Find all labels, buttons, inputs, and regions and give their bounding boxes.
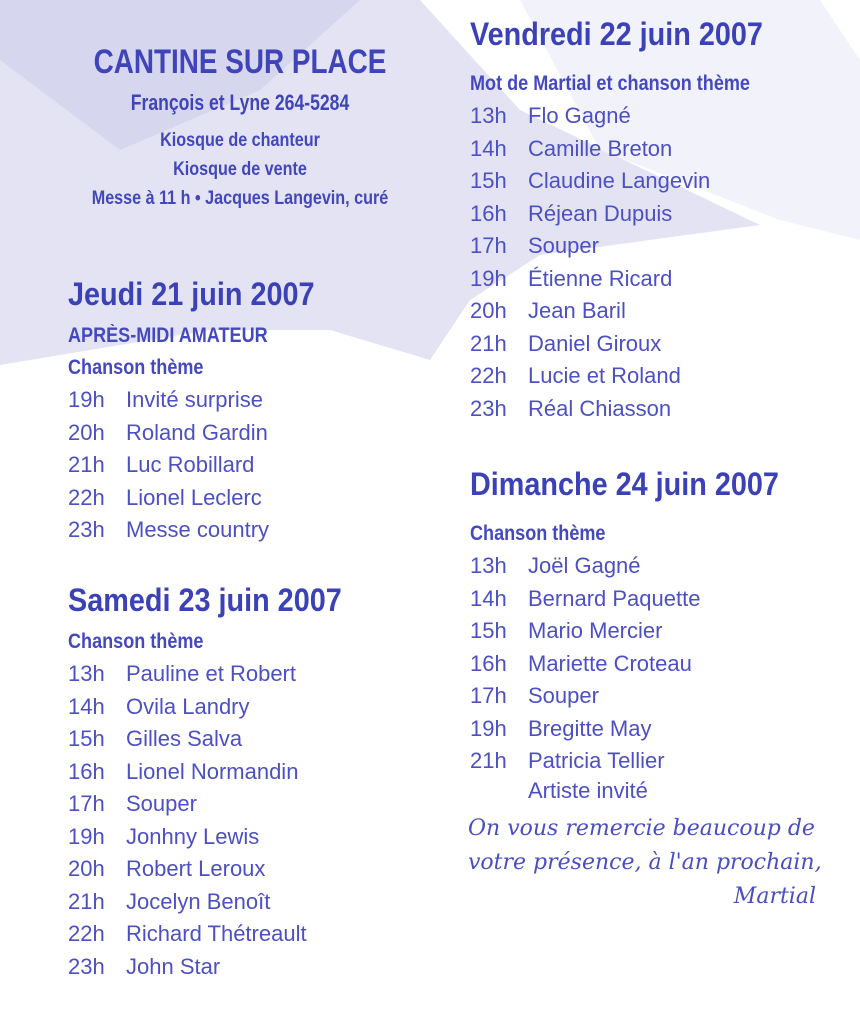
day-section-vendredi [470,14,796,425]
schedule-row: 16h Mariette Croteau [470,650,692,676]
closing-message [468,812,828,914]
schedule-row: 13h Pauline et Robert [68,661,296,686]
schedule-row: 22h Lucie et Roland [470,363,681,388]
cantine-title: CANTINE SUR PLACE [93,43,387,81]
day-section-dimanche [470,464,813,804]
schedule-row: 19h Invité surprise [68,387,263,412]
day-section-jeudi [68,274,342,547]
schedule-row: 19h Bregitte May [470,715,652,741]
day-title: Dimanche 24 juin 2007 [470,466,779,502]
schedule-row: 13h Flo Gagné [470,103,631,128]
schedule-row: 19h Étienne Ricard [470,265,673,291]
day-title: Jeudi 21 juin 2007 [68,276,315,312]
kiosque-vente: Kiosque de vente [173,159,307,180]
schedule-row: 20h Roland Gardin [68,419,268,445]
cantine-info [40,40,440,213]
day-subtitle: Chanson thème [470,522,606,545]
contact-names: François et Lyne [130,90,270,115]
kiosque-chanteur: Kiosque de chanteur [160,130,320,151]
closing-line: votre présence, à l'an prochain, [468,850,822,875]
day-title: Vendredi 22 juin 2007 [470,16,763,52]
schedule-row: 14h Camille Breton [470,135,673,161]
schedule-row: 17h Souper [470,683,599,708]
day-subtitle: Chanson thème [68,356,204,379]
schedule-row: 20h Robert Leroux [68,856,266,881]
messe-info: Messe à 11 h • Jacques Langevin, curé [91,188,389,209]
schedule-row: 22h Richard Thétreault [68,921,307,946]
schedule-row: 22h Lionel Leclerc [68,484,262,510]
schedule-row: 15h Claudine Langevin [470,168,711,193]
schedule-row: 15h Gilles Salva [68,726,243,751]
schedule-row: 21h Patricia Tellier [470,748,665,773]
schedule-row: 21h Daniel Giroux [470,330,662,356]
closing-line: On vous remercie beaucoup de [468,816,815,841]
schedule-row: 23h Réal Chiasson [470,395,672,421]
contact-phone: 264-5284 [274,90,350,115]
schedule-row: 23h Messe country [68,517,270,542]
schedule-row: 15h Mario Mercier [470,618,663,643]
schedule-row: 17h Souper [68,791,197,816]
schedule-row: 21h Jocelyn Benoît [68,888,271,914]
schedule-row: 14h Bernard Paquette [470,585,701,611]
schedule-row: 14h Ovila Landry [68,693,250,719]
day-section-samedi [68,580,372,983]
contact-line [80,88,400,118]
schedule-row: Artiste invité [528,777,648,803]
day-title: Samedi 23 juin 2007 [68,582,342,618]
day-subtitle: APRÈS-MIDI AMATEUR [68,324,268,347]
schedule-row: 19h Jonhny Lewis [68,823,260,849]
day-subtitle: Chanson thème [68,630,204,653]
schedule-row: 20h Jean Baril [470,298,626,323]
schedule-row: 16h Réjean Dupuis [470,200,673,226]
signature: Martial [733,884,816,909]
schedule-row: 16h Lionel Normandin [68,758,299,784]
schedule-row: 17h Souper [470,233,599,258]
schedule-row: 13h Joël Gagné [470,553,641,578]
schedule-row: 21h Luc Robillard [68,452,255,477]
day-subtitle: Mot de Martial et chanson thème [470,72,750,95]
schedule-row: 23h John Star [68,953,221,979]
